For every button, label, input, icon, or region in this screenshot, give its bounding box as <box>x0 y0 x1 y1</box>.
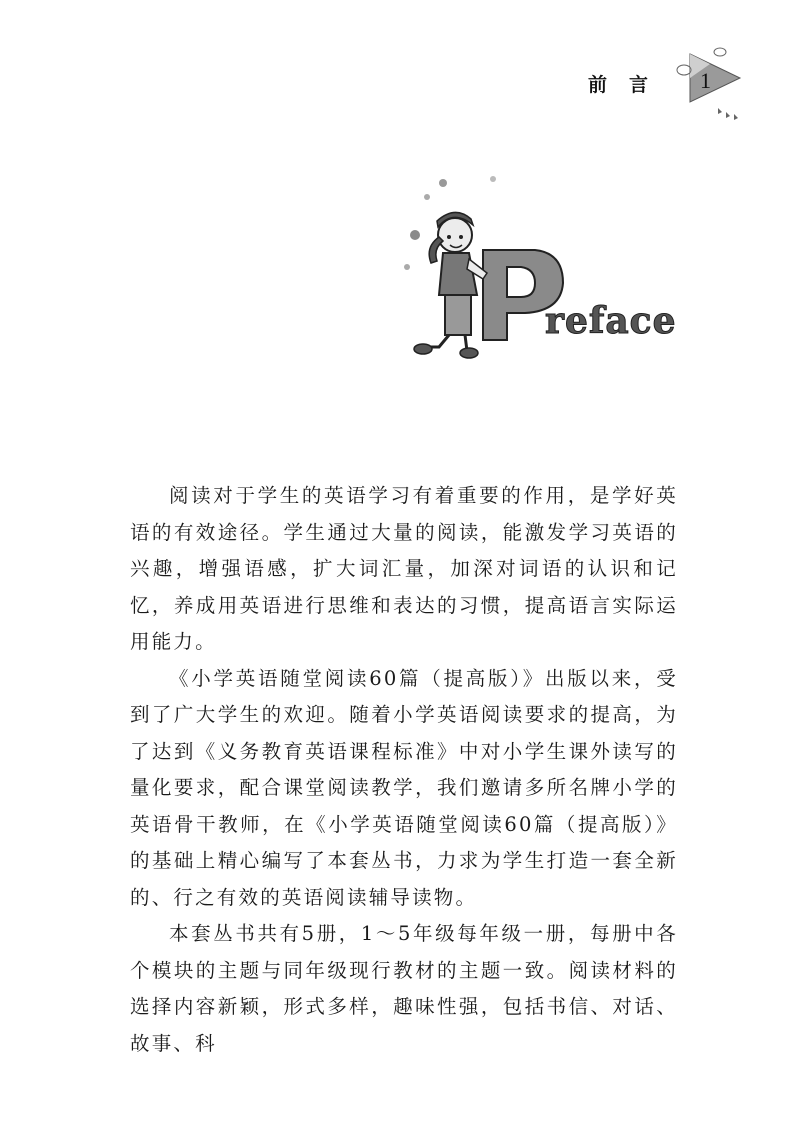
preface-word-text: reface <box>545 300 677 342</box>
paragraph-3: 本套丛书共有5册，1～5年级每年级一册，每册中各个模块的主题与同年级现行教材的主题一致。阅读材料的选择内容新颖，形式多样，趣味性强，包括书信、对话、故事、科 <box>130 922 678 1055</box>
preface-body <box>130 478 678 1062</box>
page-number: 1 <box>700 68 711 93</box>
paragraph-1: 阅读对于学生的英语学习有着重要的作用，是学好英语的有效途径。学生通过大量的阅读，能激发学习英语的兴趣，增强语感，扩大词汇量，加深对词语的认识和记忆，养成用英语进行思维和表达的习惯，提高语言实际运用能力。 <box>130 484 678 653</box>
paragraph-2: 《小学英语随堂阅读60篇（提高版）》出版以来，受到了广大学生的欢迎。随着小学英语阅读要求的提高，为了达到《义务教育英语课程标准》中对小学生课外读写的量化要求，配合课堂阅读教学，我们邀请多所名牌小学的英语骨干教师，在《小学英语随堂阅读60篇（提高版）》的基础上精心编写了本套丛书，力求为学生打造一套全新的、行之有效的英语阅读辅导读物。 <box>130 666 678 909</box>
page-header-title: 前言 <box>588 74 671 96</box>
